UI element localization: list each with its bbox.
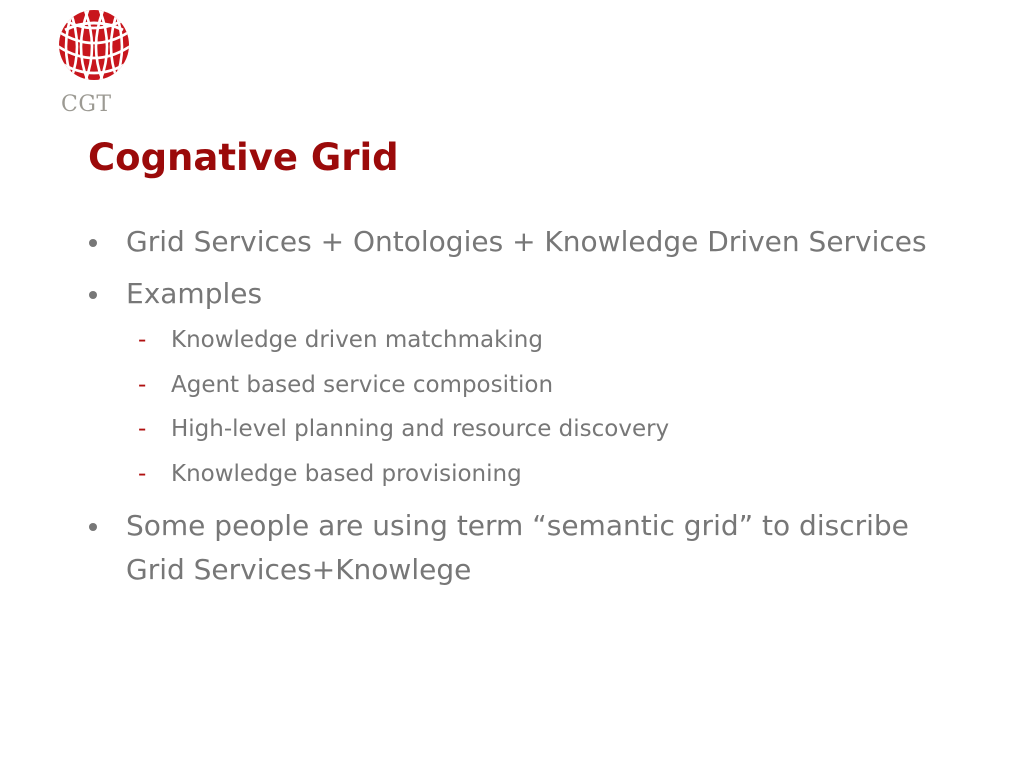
bullet-item [85, 220, 965, 264]
sub-bullet-item [126, 407, 965, 452]
sub-bullet-list [126, 318, 965, 496]
sub-bullet-item [126, 363, 965, 408]
sub-bullet-text: Knowledge based provisioning [171, 460, 522, 487]
bullet-text: Examples [126, 277, 263, 310]
bullet-list [85, 220, 965, 600]
dash-marker: - [138, 371, 147, 398]
bullet-dot-icon [89, 239, 97, 247]
bullet-item [85, 272, 965, 496]
bullet-text: Grid Services + Ontologies + Knowledge Driven Services [126, 225, 927, 258]
bullet-dot-icon [89, 523, 97, 531]
sub-bullet-text: Agent based service composition [171, 371, 554, 398]
globe-logo-icon [57, 8, 131, 82]
sub-bullet-text: High-level planning and resource discovery [171, 416, 670, 442]
dash-marker: - [138, 460, 147, 487]
sub-bullet-item [126, 452, 965, 497]
sub-bullet-item [126, 318, 965, 363]
logo-text: CGT [61, 92, 112, 117]
bullet-text: Some people are using term “semantic grid” to discribe Grid Services+Knowlege [126, 509, 909, 586]
cgt-logo [55, 8, 131, 118]
dash-marker: - [138, 416, 147, 442]
sub-bullet-text: Knowledge driven matchmaking [171, 327, 543, 353]
slide-title: Cognative Grid [88, 136, 399, 179]
bullet-item [85, 504, 965, 592]
dash-marker: - [138, 327, 147, 353]
bullet-dot-icon [89, 291, 97, 299]
